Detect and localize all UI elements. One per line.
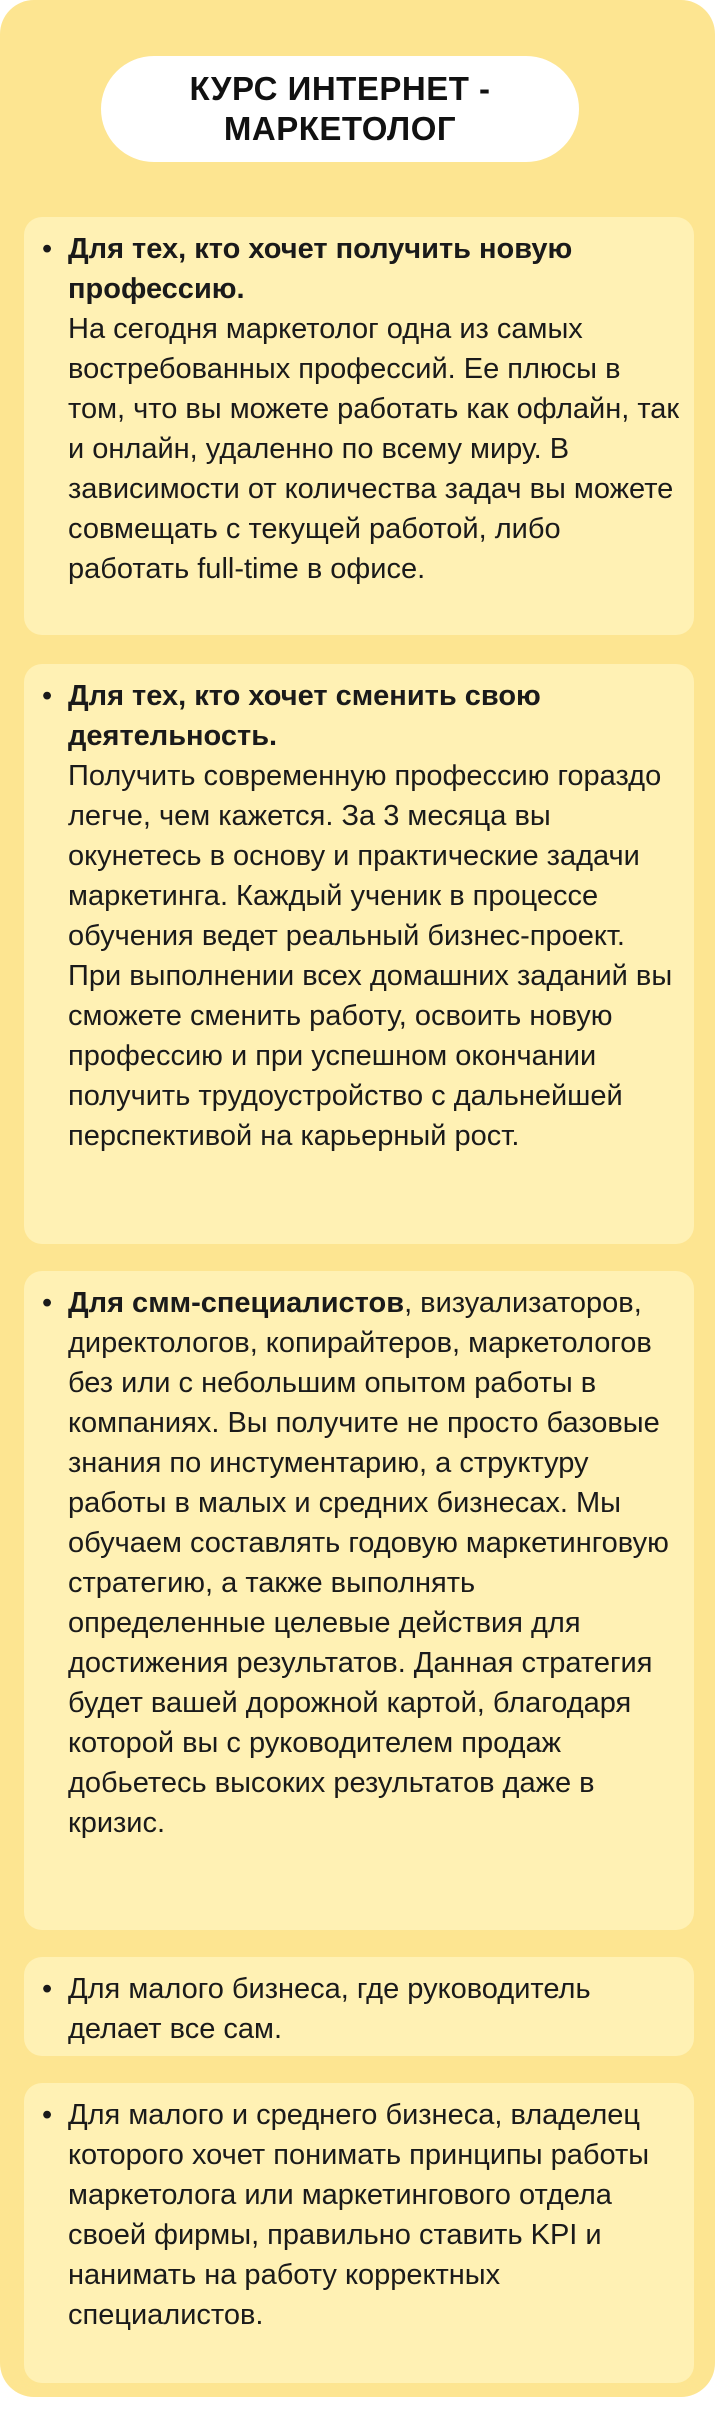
audience-description: Для малого бизнеса, где руководитель делает все сам. (68, 1973, 591, 2045)
audience-card-small-business (24, 1957, 694, 2056)
audience-card-business-owner (24, 2083, 694, 2383)
audience-paragraph (42, 676, 680, 1156)
audience-heading: Для тех, кто хочет получить новую профессию. (68, 233, 573, 305)
audience-paragraph (42, 1283, 680, 1843)
audience-card-new-profession (24, 217, 694, 635)
audience-paragraph (42, 229, 680, 589)
course-title-badge (101, 56, 579, 162)
audience-paragraph (42, 1969, 680, 2049)
audience-description: Получить современную профессию гораздо легче, чем кажется. За 3 месяца вы окунетесь в основу и практические задачи маркетинга. Каждый ученик в процессе обучения ведет реальный бизнес-проект. При выполнении всех домашних заданий вы сможете сменить работу, освоить новую профессию и при успешном окончании получить трудоустройство с дальнейшей перспективой на карьерный рост. (68, 760, 673, 1152)
audience-heading: Для тех, кто хочет сменить свою деятельность. (68, 680, 541, 752)
audience-description: Для малого и среднего бизнеса, владелец которого хочет понимать принципы работы маркетолога или маркетингового отдела своей фирмы, правильно ставить KPI и нанимать на работу корректных специалистов. (68, 2099, 650, 2331)
audience-card-smm-specialists (24, 1271, 694, 1930)
bullet-icon: • (42, 233, 53, 265)
course-title: КУРС ИНТЕРНЕТ - МАРКЕТОЛОГ (189, 70, 491, 147)
bullet-icon: • (42, 2099, 53, 2131)
bullet-icon: • (42, 1287, 53, 1319)
bullet-icon: • (42, 1973, 53, 2005)
audience-description: На сегодня маркетолог одна из самых востребованных профессий. Ее плюсы в том, что вы можете работать как офлайн, так и онлайн, удаленно по всему миру. В зависимости от количества задач вы можете совмещать с текущей работой, либо работать full-time в офисе. (68, 313, 680, 585)
audience-card-career-change (24, 664, 694, 1244)
bullet-icon: • (42, 680, 53, 712)
audience-heading: Для смм-специалистов (68, 1287, 405, 1319)
audience-description: , визуализаторов, директологов, копирайтеров, маркетологов без или с небольшим опытом работы в компаниях. Вы получите не просто базовые знания по инстументарию, а структуру работы в малых и средних бизнесах. Мы обучаем составлять годовую маркетинговую стратегию, а также выполнять определенные целевые действия для достижения результатов. Данная стратегия будет вашей дорожной картой, благодаря которой вы с руководителем продаж добьетесь высоких результатов даже в кризис. (68, 1287, 669, 1839)
audience-paragraph (42, 2095, 680, 2335)
